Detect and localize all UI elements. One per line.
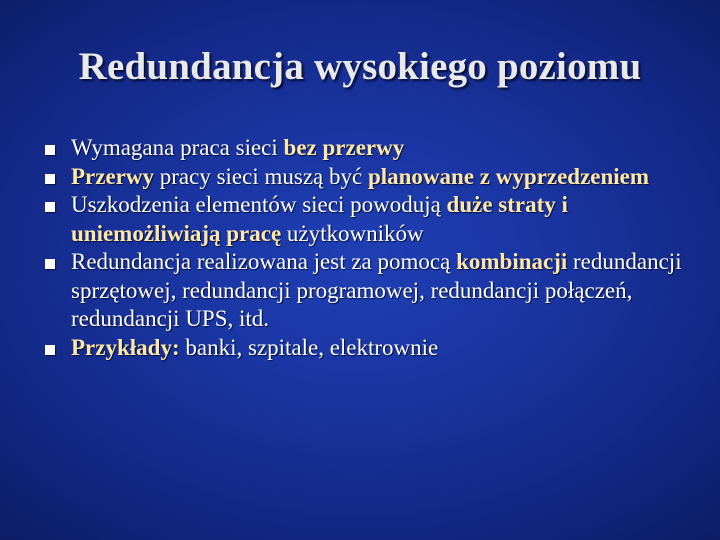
bullet-text: banki, szpitale, elektrownie xyxy=(179,334,439,360)
bullet-highlight-text: Przerwy xyxy=(71,163,154,189)
bullet-text: użytkowników xyxy=(281,220,424,246)
bullet-highlight-text: Przykłady: xyxy=(71,334,180,360)
bullet-list xyxy=(45,134,685,362)
bullet-text: Wymagana praca sieci xyxy=(71,135,284,160)
square-bullet-icon xyxy=(45,259,55,269)
square-bullet-icon xyxy=(45,174,55,184)
bullet-highlight-text: duże straty i uniemożliwiają pracę xyxy=(71,192,568,246)
bullet-text: Uszkodzenia elementów sieci powodują xyxy=(71,192,447,217)
square-bullet-icon xyxy=(45,145,55,155)
bullet-item xyxy=(45,134,685,163)
bullet-item xyxy=(45,191,685,248)
bullet-item xyxy=(45,163,685,192)
bullet-text: redundancji sprzętowej, redundancji programowej, redundancji połączeń, redundancji UPS, itd. xyxy=(71,249,682,331)
bullet-item xyxy=(45,334,685,363)
bullet-item xyxy=(45,248,685,334)
bullet-highlight-text: planowane z wyprzedzeniem xyxy=(367,163,650,189)
square-bullet-icon xyxy=(45,202,55,212)
bullet-highlight-text: kombinacji xyxy=(456,249,568,274)
bullet-text: Redundancja realizowana jest za pomocą xyxy=(71,249,457,274)
bullet-highlight-text: bez przerwy xyxy=(283,135,405,160)
slide-title: Redundancja wysokiego poziomu xyxy=(78,45,642,88)
square-bullet-icon xyxy=(45,345,55,355)
bullet-text: pracy sieci muszą być xyxy=(154,163,368,189)
